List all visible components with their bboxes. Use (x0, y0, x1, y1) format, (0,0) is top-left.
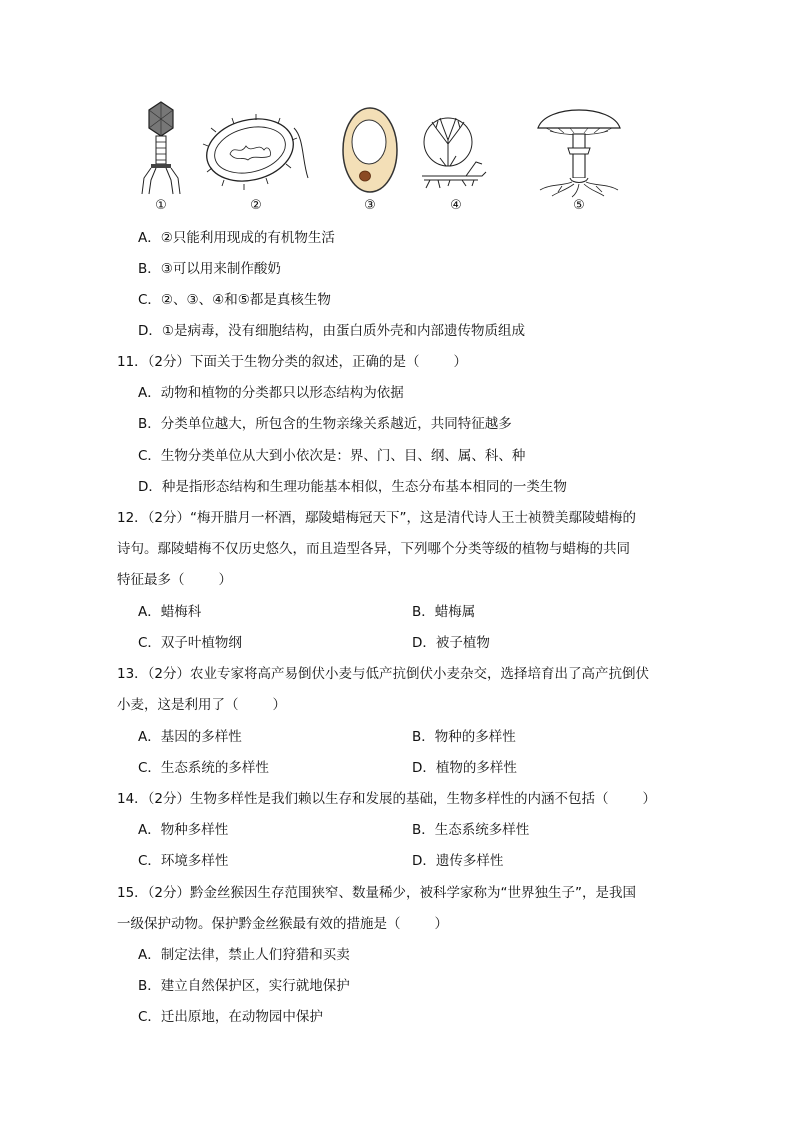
q11-option-c: C．生物分类单位从大到小依次是：界、门、目、纲、属、科、种 (138, 448, 526, 464)
q13-option-d: D．植物的多样性 (412, 760, 517, 776)
q13-option-b: B．物种的多样性 (412, 729, 516, 745)
q10-option-c: C．②、③、④和⑤都是真核生物 (138, 292, 331, 308)
figure-item-4 (420, 98, 492, 218)
q15-stem-line-2: 一级保护动物。保护黔金丝猴最有效的措施是（ ） (117, 916, 448, 932)
q10-option-a: A．②只能利用现成的有机物生活 (138, 230, 335, 246)
q15-option-c: C．迁出原地，在动物园中保护 (138, 1009, 323, 1025)
q14-option-b: B．生态系统多样性 (412, 822, 530, 838)
q12-stem-line-1: 12．（2分）“梅开腊月一杯酒，鄢陵蜡梅冠天下”，这是清代诗人王士祯赞美鄢陵蜡梅的 (117, 510, 637, 526)
organism-figure (128, 98, 648, 218)
q14-option-c: C．环境多样性 (138, 853, 229, 869)
q13-stem-line-2: 小麦，这是利用了（ ） (117, 697, 286, 713)
q15-option-a: A．制定法律，禁止人们狩猎和买卖 (138, 947, 350, 963)
figure-item-3 (338, 98, 402, 218)
q14-option-a: A．物种多样性 (138, 822, 229, 838)
q14-stem: 14．（2分）生物多样性是我们赖以生存和发展的基础，生物多样性的内涵不包括（ ） (117, 791, 657, 807)
q10-option-d: D．①是病毒，没有细胞结构，由蛋白质外壳和内部遗传物质组成 (138, 323, 525, 339)
figure-label-4: ④ (450, 198, 462, 213)
q12-stem-line-3: 特征最多（ ） (117, 572, 232, 588)
figure-item-2 (200, 98, 312, 218)
figure-label-5: ⑤ (573, 198, 585, 213)
q11-option-d: D．种是指形态结构和生理功能基本相似，生态分布基本相同的一类生物 (138, 479, 567, 495)
q13-stem-line-1: 13．（2分）农业专家将高产易倒伏小麦与低产抗倒伏小麦杂交，选择培育出了高产抗倒伏 (117, 666, 650, 682)
q11-option-a: A．动物和植物的分类都只以形态结构为依据 (138, 385, 404, 401)
q13-option-c: C．生态系统的多样性 (138, 760, 269, 776)
bacteriophage-icon (136, 98, 186, 198)
yeast-cell-icon (338, 98, 402, 198)
q12-option-d: D．被子植物 (412, 635, 490, 651)
figure-label-1: ① (155, 198, 167, 213)
figure-label-3: ③ (364, 198, 376, 213)
q13-option-a: A．基因的多样性 (138, 729, 242, 745)
q12-option-c: C．双子叶植物纲 (138, 635, 242, 651)
figure-item-1 (136, 98, 186, 218)
q12-option-b: B．蜡梅属 (412, 604, 476, 620)
figure-label-2: ② (250, 198, 262, 213)
q11-option-b: B．分类单位越大，所包含的生物亲缘关系越近，共同特征越多 (138, 416, 512, 432)
bacterium-icon (200, 98, 312, 198)
mold-icon (420, 98, 492, 198)
q10-option-b: B．③可以用来制作酸奶 (138, 261, 281, 277)
q11-stem: 11．（2分）下面关于生物分类的叙述，正确的是（ ） (117, 354, 468, 370)
mushroom-icon (532, 98, 626, 198)
q14-option-d: D．遗传多样性 (412, 853, 504, 869)
q15-option-b: B．建立自然保护区，实行就地保护 (138, 978, 350, 994)
q15-stem-line-1: 15．（2分）黔金丝猴因生存范围狭窄、数量稀少，被科学家称为“世界独生子”，是我国 (117, 885, 637, 901)
figure-item-5 (532, 98, 626, 218)
q12-stem-line-2: 诗句。鄢陵蜡梅不仅历史悠久，而且造型各异，下列哪个分类等级的植物与蜡梅的共同 (117, 541, 630, 557)
q12-option-a: A．蜡梅科 (138, 604, 202, 620)
